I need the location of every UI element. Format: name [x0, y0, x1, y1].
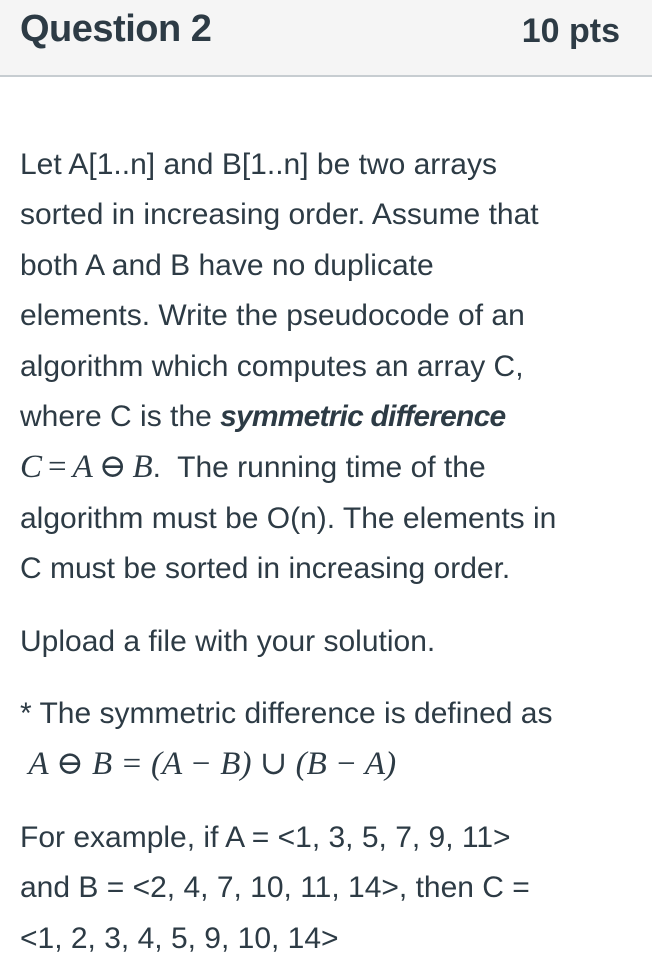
- question-body: [20, 140, 635, 964]
- body-text: where C is the: [20, 400, 221, 434]
- upload-instruction: Upload a file with your solution.: [20, 624, 436, 658]
- body-line: Let A[1..n] and B[1..n] be two arrays: [20, 148, 497, 181]
- footnote-line: * The symmetric difference is defined as: [20, 697, 553, 731]
- body-line: elements. Write the pseudocode of an: [20, 299, 525, 333]
- body-line: algorithm must be O(n). The elements in: [20, 501, 557, 535]
- body-line: sorted in increasing order. Assume that: [20, 198, 539, 232]
- example-line: <1, 2, 3, 4, 5, 9, 10, 14>: [20, 921, 339, 955]
- question-title: Question 2: [20, 8, 212, 50]
- body-text: The running time of the: [177, 451, 486, 485]
- example-line: For example, if A = <1, 3, 5, 7, 9, 11>: [20, 820, 511, 854]
- period: .: [152, 451, 161, 485]
- symmetric-difference-term: symmetric difference: [220, 400, 506, 434]
- example-line: and B = <2, 4, 7, 10, 11, 14>, then C =: [20, 871, 530, 905]
- body-line: [20, 442, 635, 493]
- formula-display: A ⊖ B = (A − B) ∪ (B − A): [28, 746, 397, 783]
- question-header: [0, 0, 652, 77]
- question-points: 10 pts: [521, 12, 620, 50]
- body-line: algorithm which computes an array C,: [20, 349, 524, 383]
- formula-definition: [20, 739, 635, 790]
- body-line: C must be sorted in increasing order.: [20, 552, 511, 586]
- formula-inline: C = A ⊖ B: [20, 449, 153, 486]
- body-line: both A and B have no duplicate: [20, 248, 434, 282]
- body-line: [20, 392, 635, 442]
